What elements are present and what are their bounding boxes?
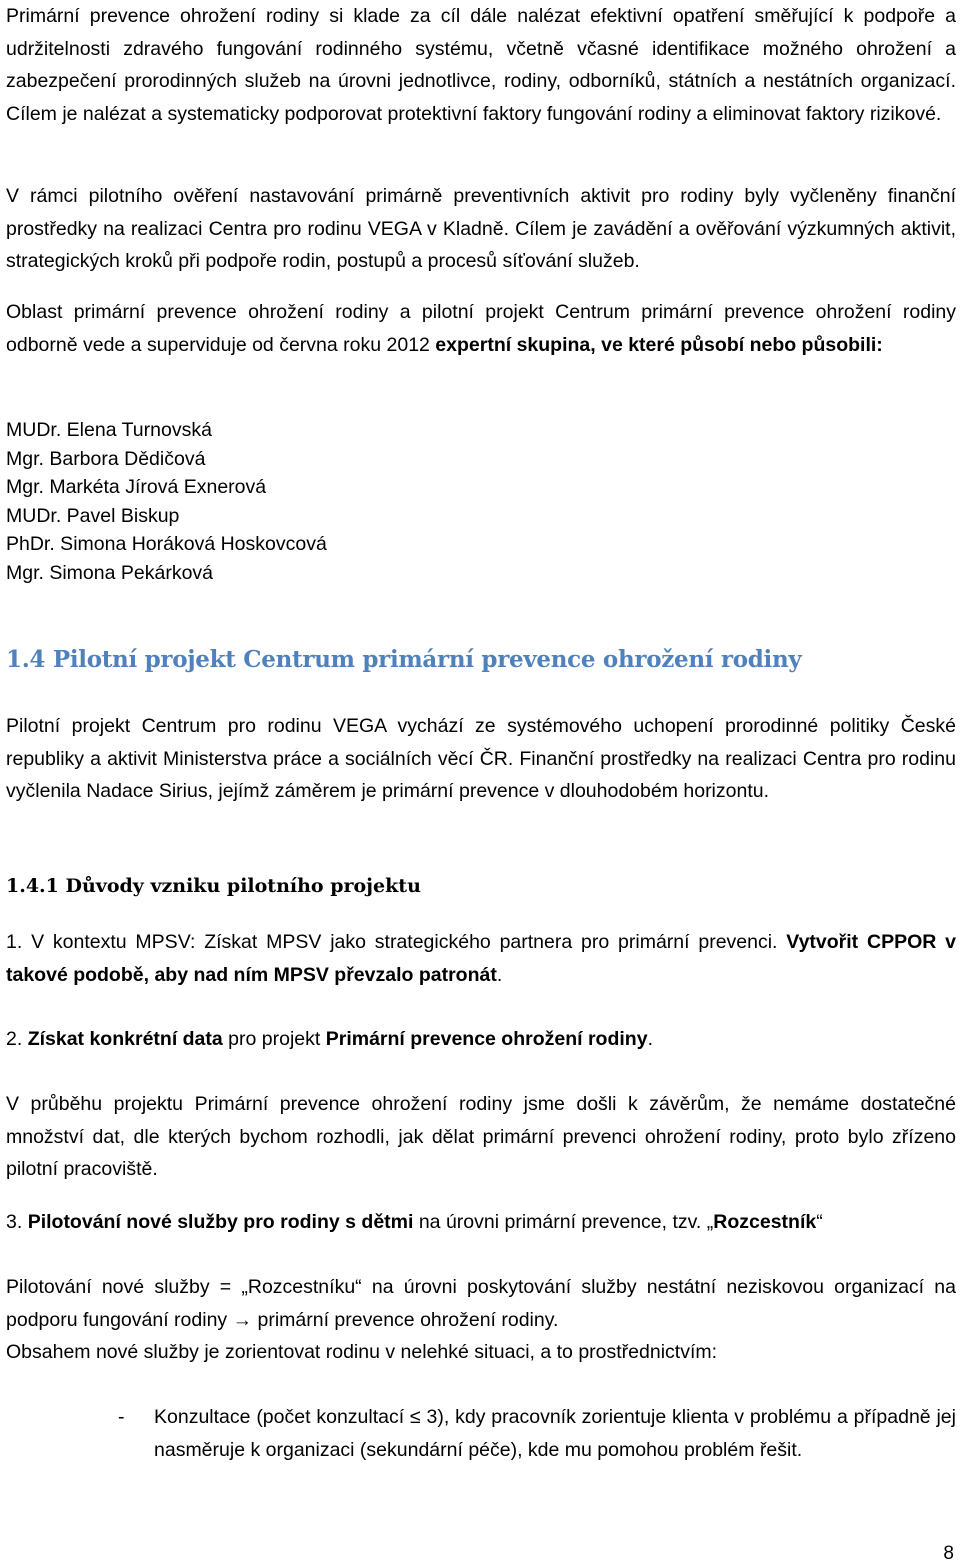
section-heading-1-4: 1.4 Pilotní projekt Centrum primární prevence ohrožení rodiny: [6, 646, 802, 673]
expert-name: MUDr. Elena Turnovská: [6, 419, 212, 441]
bullet-dash: -: [118, 1406, 125, 1428]
reason-item-2: [6, 1023, 956, 1056]
paragraph-service-content: Obsahem nové služby je zorientovat rodinu v nelehké situaci, a to prostřednictvím:: [6, 1341, 718, 1363]
paragraph-expert-group: [6, 296, 956, 361]
expert-name: PhDr. Simona Horáková Hoskovcová: [6, 533, 327, 556]
expert-name: MUDr. Pavel Biskup: [6, 504, 180, 527]
paragraph-pilot-funding: V rámci pilotního ověření nastavování primárně preventivních aktivit pro rodiny byly vyčleněny finanční prostředky na realizaci Centra pro rodinu VEGA v Kladně. Cílem je zavádění a ověřování výzkumných aktivit, strategických kroků při podpoře rodin, postupů a procesů síťování služeb.: [6, 185, 956, 272]
reason-3-text: na úrovni primární prevence, tzv. „: [413, 1211, 714, 1233]
reason-2-text: pro projekt: [222, 1028, 326, 1050]
reason-item-1: [6, 926, 956, 991]
page-number: 8: [943, 1543, 954, 1564]
reason-3-number: 3.: [6, 1211, 28, 1233]
reason-1-text: 1. V kontextu MPSV: Získat MPSV jako strategického partnera pro primární prevenci.: [6, 931, 787, 953]
reason-3-end: “: [816, 1211, 823, 1233]
paragraph-vega-project: Pilotní projekt Centrum pro rodinu VEGA vychází ze systémového uchopení prorodinné politiky České republiky a aktivit Ministerstva práce a sociálních věcí ČR. Finanční prostředky na realizaci Centra pro rodinu vyčlenila Nadace Sirius, jejímž záměrem je primární prevence v dlouhodobém horizontu.: [6, 715, 956, 802]
expert-names-list: [6, 416, 327, 588]
paragraph-rozcestnik: Pilotování nové služby = „Rozcestníku“ na úrovni poskytování služby nestátní neziskovou organizací na podporu fungování rodiny → primární prevence ohrožení rodiny.: [6, 1276, 956, 1331]
reason-3-bold-2: Rozcestník: [713, 1211, 817, 1233]
reason-2-bold-1: Získat konkrétní data: [27, 1028, 223, 1050]
expert-name: Mgr. Markéta Jírová Exnerová: [6, 476, 267, 499]
reason-1-bold: Vytvořit CPPOR v takové podobě, aby nad ním MPSV převzalo patronát: [6, 931, 956, 986]
expert-name: Mgr. Simona Pekárková: [6, 561, 214, 584]
paragraph-intro: Primární prevence ohrožení rodiny si klade za cíl dále nalézat efektivní opatření směřující k podpoře a udržitelnosti zdravého fungování rodinného systému, včetně včasné identifikace možného ohrožení a zabezpečení prorodinných služeb na úrovni jednotlivce, rodiny, odborníků, státních a nestátních organizací. Cílem je nalézat a systematicky podporovat protektivní faktory fungování rodiny a eliminovat faktory rizikové.: [6, 5, 956, 125]
expert-group-bold: expertní skupina, ve které působí nebo působili:: [435, 333, 883, 356]
expert-group-text: Oblast primární prevence ohrožení rodiny a pilotní projekt Centrum primární prevence ohrožení rodiny odborně vede a superviduje od června roku 2012: [6, 301, 956, 356]
reason-1-end: .: [496, 963, 503, 986]
expert-name: Mgr. Barbora Dědičová: [6, 447, 206, 470]
bullet-item-consultation: [118, 1401, 956, 1466]
reason-2-end: .: [647, 1028, 653, 1050]
section-heading-1-4-1: 1.4.1 Důvody vzniku pilotního projektu: [6, 875, 421, 897]
reason-3-bold-1: Pilotování nové služby pro rodiny s dětmi: [27, 1211, 414, 1233]
paragraph-data-conclusion: V průběhu projektu Primární prevence ohrožení rodiny jsme došli k závěrům, že nemáme dostatečné množství dat, dle kterých bychom rozhodli, jak dělat primární prevenci ohrožení rodiny, proto bylo zřízeno pilotní pracoviště.: [6, 1093, 956, 1180]
reason-2-bold-2: Primární prevence ohrožení rodiny: [325, 1028, 648, 1050]
reason-2-number: 2.: [6, 1028, 28, 1050]
reason-item-3: [6, 1206, 956, 1239]
bullet-text: Konzultace (počet konzultací ≤ 3), kdy pracovník zorientuje klienta v problému a případně jej nasměruje k organizaci (sekundární péče), kde mu pomohou problém řešit.: [154, 1406, 956, 1461]
